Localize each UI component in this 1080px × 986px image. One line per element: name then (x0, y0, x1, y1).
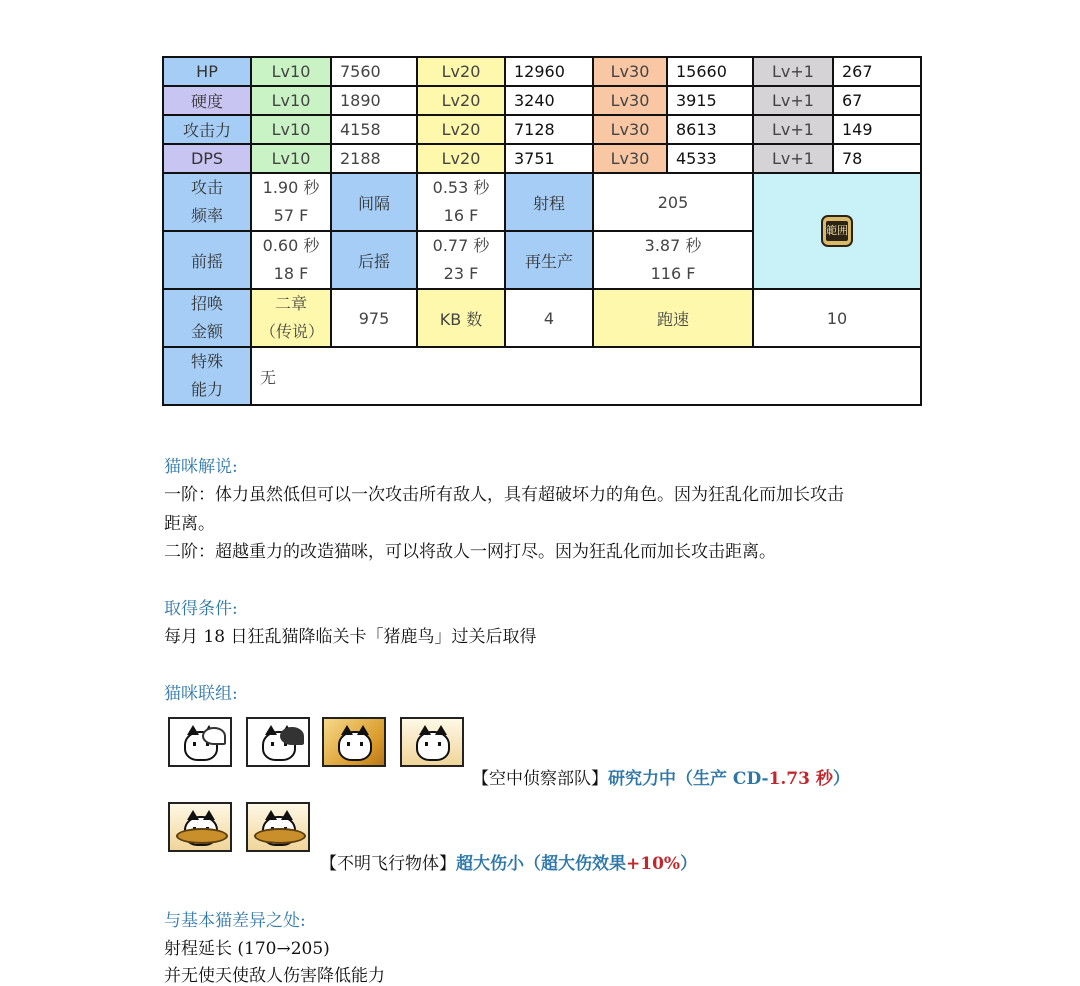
combo-1-name: 【空中侦察部队】 (472, 769, 608, 789)
combo-1-number: 1.73 秒 (768, 769, 833, 789)
frequency-label-1: 攻击 (190, 178, 223, 197)
foreswing-value (251, 231, 331, 289)
foreswing-seconds: 0.60 秒 (262, 236, 320, 255)
row-dps (163, 144, 921, 173)
speed-label: 跑速 (593, 289, 753, 347)
combo-1-text (472, 764, 850, 789)
hardness-lvplus-label: Lv+1 (753, 86, 833, 115)
dps-lv30-value: 4533 (667, 144, 753, 173)
attack-lv20-value: 7128 (505, 115, 593, 144)
attack-lv20-label: Lv20 (417, 115, 505, 144)
interval-seconds: 0.53 秒 (432, 178, 490, 197)
hardness-label: 硬度 (163, 86, 251, 115)
cat-face-icon (416, 731, 450, 761)
hardness-lv20-label: Lv20 (417, 86, 505, 115)
cost-label-2: 金额 (190, 322, 223, 341)
description-title: 猫咪解说: (164, 457, 238, 477)
cost-chapter-2: （传说） (260, 322, 325, 341)
combo-2-name: 【不明飞行物体】 (320, 854, 456, 874)
combo-1-effect: 研究力中（生产 CD- (608, 769, 769, 789)
speed-value: 10 (753, 289, 921, 347)
description-line-1: 一阶：体力虽然低但可以一次攻击所有敌人，具有超破坏力的角色。因为狂乱化而加长攻击 (164, 485, 844, 505)
special-label-2: 能力 (190, 380, 223, 399)
regen-label: 再生产 (505, 231, 593, 289)
cost-chapter-1: 二章 (274, 294, 307, 313)
combo-2-effect: 超大伤小（超大伤效果 (456, 854, 626, 874)
dps-lvplus-value: 78 (833, 144, 921, 173)
row-attack (163, 115, 921, 144)
cat-thumb-dark-winged[interactable] (246, 717, 310, 767)
cat-thumb-ufo-1[interactable] (168, 802, 232, 852)
diff-line-2: 并无使天使敌人伤害降低能力 (164, 966, 385, 986)
cat-thumb-cream[interactable] (400, 717, 464, 767)
ufo-disc-icon (254, 828, 306, 844)
range-label: 射程 (505, 173, 593, 231)
hp-lv30-value: 15660 (667, 57, 753, 86)
dps-lv20-value: 3751 (505, 144, 593, 173)
hp-lv10-value: 7560 (331, 57, 417, 86)
hardness-lv20-value: 3240 (505, 86, 593, 115)
row-special (163, 347, 921, 405)
hp-lv30-label: Lv30 (593, 57, 667, 86)
row-hp (163, 57, 921, 86)
special-label-1: 特殊 (190, 352, 223, 371)
special-label (163, 347, 251, 405)
stats-table (162, 56, 922, 406)
obtain-title: 取得条件: (164, 599, 238, 619)
hp-lv20-label: Lv20 (417, 57, 505, 86)
range-icon-text: 範囲 (826, 221, 848, 241)
combos-title: 猫咪联组: (164, 684, 238, 704)
combo-2-text (320, 849, 697, 874)
dps-lv20-label: Lv20 (417, 144, 505, 173)
backswing-frames: 23 F (443, 264, 479, 283)
dark-wing-icon (280, 727, 304, 745)
dps-lv10-label: Lv10 (251, 144, 331, 173)
dps-lv30-label: Lv30 (593, 144, 667, 173)
attack-lv30-value: 8613 (667, 115, 753, 144)
interval-label: 间隔 (331, 173, 417, 231)
interval-value (417, 173, 505, 231)
hp-lvplus-value: 267 (833, 57, 921, 86)
obtain-line: 每月 18 日狂乱猫降临关卡「猪鹿鸟」过关后取得 (164, 627, 537, 647)
frequency-frames: 57 F (273, 206, 309, 225)
regen-value (593, 231, 753, 289)
range-icon-cell (753, 173, 921, 289)
foreswing-frames: 18 F (273, 264, 309, 283)
backswing-label: 后摇 (331, 231, 417, 289)
range-value: 205 (593, 173, 753, 231)
hardness-lv30-value: 3915 (667, 86, 753, 115)
frequency-label-2: 频率 (190, 206, 223, 225)
attack-lv30-label: Lv30 (593, 115, 667, 144)
attack-label: 攻击力 (163, 115, 251, 144)
hp-label: HP (163, 57, 251, 86)
hardness-lvplus-value: 67 (833, 86, 921, 115)
hp-lv10-label: Lv10 (251, 57, 331, 86)
backswing-value (417, 231, 505, 289)
combo-2-end: ） (680, 854, 698, 874)
regen-frames: 116 F (650, 264, 696, 283)
description-line-2: 距离。 (164, 514, 215, 534)
cost-label (163, 289, 251, 347)
combo-1-end: ） (832, 769, 850, 789)
special-value: 无 (251, 347, 921, 405)
foreswing-label: 前摇 (163, 231, 251, 289)
diff-title: 与基本猫差异之处: (164, 911, 306, 931)
frequency-seconds: 1.90 秒 (262, 178, 320, 197)
attack-lvplus-label: Lv+1 (753, 115, 833, 144)
hardness-lv30-label: Lv30 (593, 86, 667, 115)
diff-line-1: 射程延长 (170→205) (164, 939, 330, 959)
interval-frames: 16 F (443, 206, 479, 225)
cost-chapter (251, 289, 331, 347)
dps-label: DPS (163, 144, 251, 173)
hardness-lv10-value: 1890 (331, 86, 417, 115)
row-frequency (163, 173, 921, 231)
ufo-disc-icon (176, 828, 228, 844)
row-hardness (163, 86, 921, 115)
cat-thumb-gold[interactable] (322, 717, 386, 767)
cost-label-1: 招唤 (190, 294, 223, 313)
hp-lvplus-label: Lv+1 (753, 57, 833, 86)
regen-seconds: 3.87 秒 (644, 236, 702, 255)
row-cost (163, 289, 921, 347)
dps-lv10-value: 2188 (331, 144, 417, 173)
combo-2-number: +10% (626, 854, 681, 874)
range-attack-icon (821, 215, 853, 247)
kb-value: 4 (505, 289, 593, 347)
frequency-label (163, 173, 251, 231)
attack-lv10-label: Lv10 (251, 115, 331, 144)
kb-label: KB 数 (417, 289, 505, 347)
wing-icon (202, 727, 226, 745)
cat-thumb-winged[interactable] (168, 717, 232, 767)
cat-face-icon (338, 731, 372, 761)
cat-thumb-ufo-2[interactable] (246, 802, 310, 852)
frequency-value (251, 173, 331, 231)
attack-lv10-value: 4158 (331, 115, 417, 144)
attack-lvplus-value: 149 (833, 115, 921, 144)
dps-lvplus-label: Lv+1 (753, 144, 833, 173)
backswing-seconds: 0.77 秒 (432, 236, 490, 255)
hardness-lv10-label: Lv10 (251, 86, 331, 115)
cost-value: 975 (331, 289, 417, 347)
hp-lv20-value: 12960 (505, 57, 593, 86)
description-line-3: 二阶：超越重力的改造猫咪，可以将敌人一网打尽。因为狂乱化而加长攻击距离。 (164, 542, 776, 562)
